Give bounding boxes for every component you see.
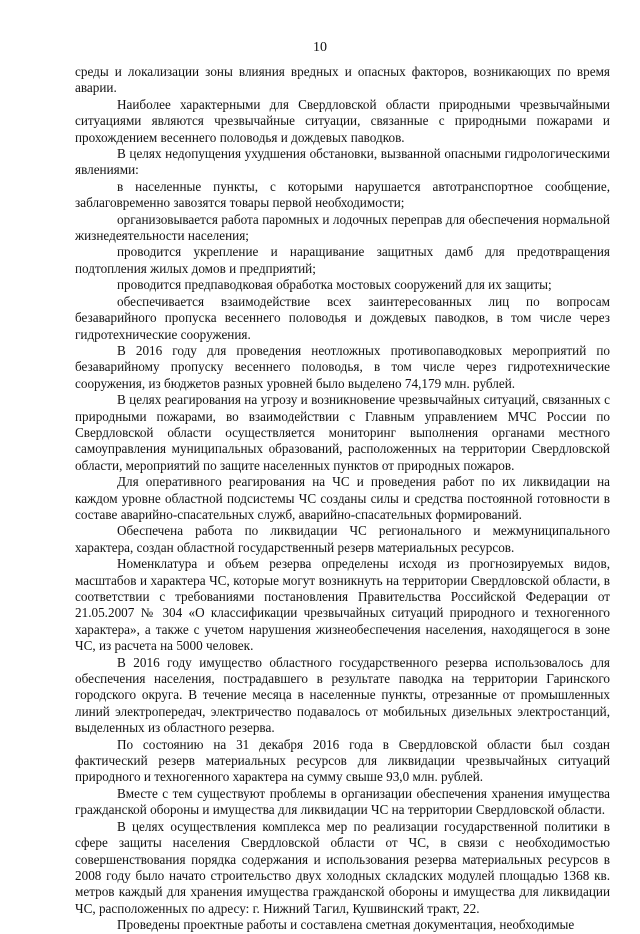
paragraph-warehouse-construction: В целях осуществления комплекса мер по реализации государственной политики в сфере защиты населения Свердловской области от ЧС, в связи с необходимостью совершенствования порядка содержания и использования резерва материальных ресурсов в 2008 году было начато строительство двух холодных складских модулей площадью 1368 кв. метров каждый для хранения имущества гражданской обороны и имущества для ликвидации ЧС, расположенных по адресу: г. Нижний Тагил, Кушвинский тракт, 22. [75, 818, 610, 916]
list-item-ferry-crossings: организовывается работа паромных и лодочных переправ для обеспечения нормальной жизнедеятельности населения; [75, 211, 610, 244]
list-item-bridge-treatment: проводится предпаводковая обработка мостовых сооружений для их защиты; [117, 277, 552, 293]
paragraph-continuation: среды и локализации зоны влияния вредных и опасных факторов, возникающих по время аварии. [75, 64, 610, 96]
paragraph-reserve-created: Обеспечена работа по ликвидации ЧС регионального и межмуниципального характера, создан областной государственный резерв материальных ресурсов. [75, 523, 610, 555]
paragraph-design-work: Проведены проектные работы и составлена сметная документация, необходимые [117, 917, 575, 933]
paragraph-reserve-nomenclature: Номенклатура и объем резерва определены исходя из прогнозируемых видов, масштабов и характера ЧС, которые могут возникнуть на территории Свердловской области, в соответствии с требованиями постановления Правительства Российской Федерации от 21.05.2007 № 304 «О классификации чрезвычайных ситуаций природного и техногенного характера», а также с учетом нарушения жизнеобеспечения населения, находящегося в зоне ЧС, из расчета на 5000 человек. [75, 556, 610, 654]
list-item-interaction: обеспечивается взаимодействие всех заинтересованных лиц по вопросам безаварийного пропуска весеннего половодья и дождевых паводков, в том числе через гидротехнические сооружения. [75, 293, 610, 342]
paragraph-response-forces: Для оперативного реагирования на ЧС и проведения работ по их ликвидации на каждом уровне областной подсистемы ЧС созданы силы и средства постоянной готовности в составе аварийно-спасательных служб, аварийно-спасательных формирований. [75, 474, 610, 522]
document-body [75, 64, 610, 934]
paragraph-natural-emergencies: Наиболее характерными для Свердловской области природными чрезвычайными ситуациями являются чрезвычайные ситуации, связанные с природными пожарами и прохождением весеннего половодья и дождевых паводков. [75, 96, 610, 145]
list-item-goods-delivery: в населенные пункты, с которыми нарушается автотранспортное сообщение, заблаговременно завозятся товары первой необходимости; [75, 178, 610, 211]
paragraph-storage-problems: Вместе с тем существуют проблемы в организации обеспечения хранения имущества гражданской обороны и имущества для ликвидации ЧС на территории Свердловской области. [75, 785, 610, 818]
list-item-dam-reinforcement: проводится укрепление и наращивание защитных дамб для предотвращения подтопления жилых домов и предприятий; [75, 244, 610, 276]
paragraph-fire-monitoring: В целях реагирования на угрозу и возникновение чрезвычайных ситуаций, связанных с природными пожарами, во взаимодействии с Главным управлением МЧС России по Свердловской области осуществляется мониторинг выполнения органами местного самоуправления муниципальных образований, расположенных на территории Свердловской области, мероприятий по защите населенных пунктов от природных пожаров. [75, 392, 610, 473]
paragraph-flood-funding: В 2016 году для проведения неотложных противопаводковых мероприятий по безаварийному пропуску весеннего половодья, в том числе через гидротехнические сооружения, из бюджетов разных уровней было выделено 74,179 млн. рублей. [75, 342, 610, 391]
paragraph-reserve-amount: По состоянию на 31 декабря 2016 года в Свердловской области был создан фактический резерв материальных ресурсов для ликвидации чрезвычайных ситуаций природного и техногенного характера на сумму свыше 93,0 млн. рублей. [75, 736, 610, 785]
paragraph-reserve-usage-2016: В 2016 году имущество областного государственного резерва использовалось для обеспечения населения, пострадавшего в результате паводка на территории Гаринского городского округа. В течение месяца в населенные пункты, отрезанные от промышленных линий электропередач, электричество подавалось от мобильных дизельных электростанций, выделенных из областного резерва. [75, 654, 610, 736]
paragraph-hydrology-intro: В целях недопущения ухудшения обстановки, вызванной опасными гидрологическими явлениями: [75, 146, 610, 178]
page-number: 10 [313, 40, 327, 55]
